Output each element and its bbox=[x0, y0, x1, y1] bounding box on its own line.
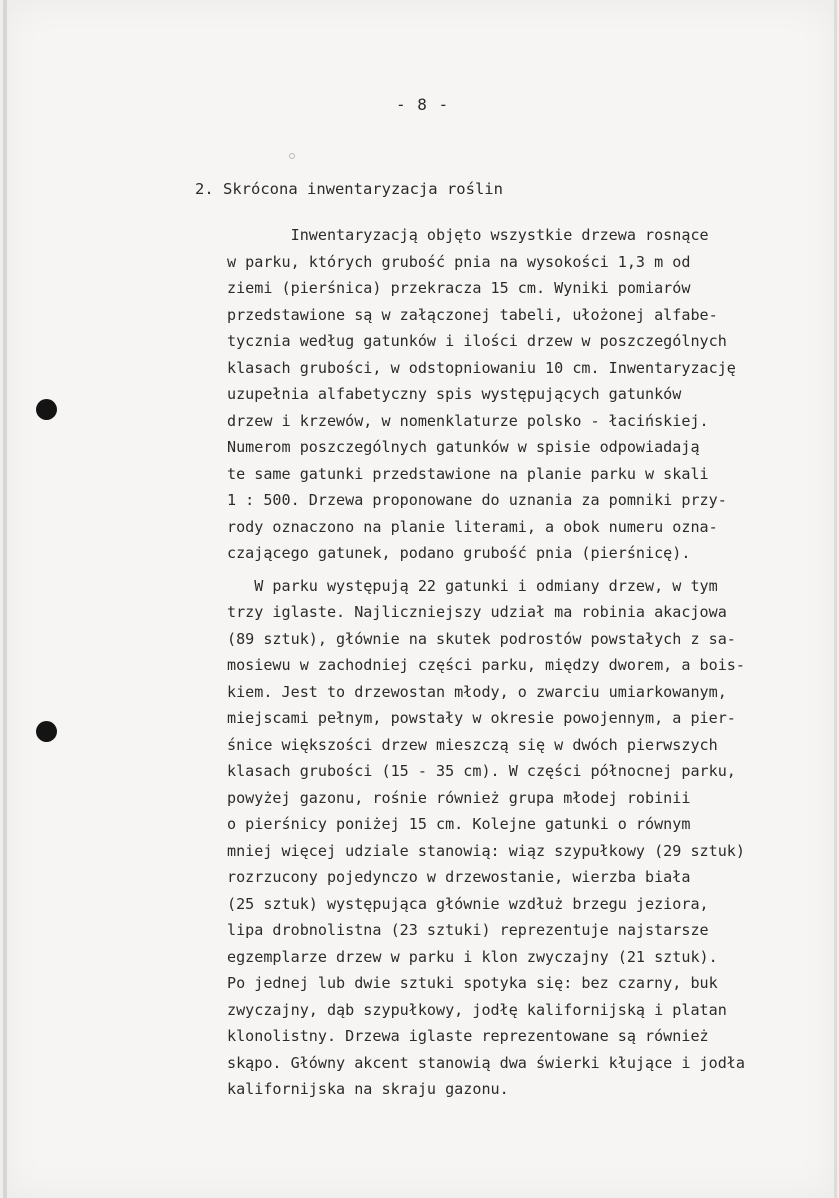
scan-edge-right bbox=[834, 0, 837, 1198]
scan-edge-left bbox=[3, 0, 7, 1198]
text-line: kalifornijska na skraju gazonu. bbox=[227, 1080, 509, 1098]
text-line: egzemplarze drzew w parku i klon zwyczajny (21 sztuk). bbox=[227, 947, 718, 966]
paragraph-2 bbox=[227, 573, 817, 1103]
text-line: kiem. Jest to drzewostan młody, o zwarciu umiarkowanym, bbox=[227, 682, 727, 701]
text-line: o pierśnicy poniżej 15 cm. Kolejne gatunki o równym bbox=[227, 815, 691, 833]
page-number: - 8 - bbox=[396, 95, 450, 114]
text-line: klasach grubości, w odstopniowaniu 10 cm. Inwentaryzację bbox=[227, 358, 736, 377]
text-line: lipa drobnolistna (23 sztuki) reprezentuje najstarsze bbox=[227, 921, 709, 939]
text-line: śnice większości drzew mieszczą się w dwóch pierwszych bbox=[227, 735, 718, 754]
text-line: w parku, których grubość pnia na wysokości 1,3 m od bbox=[227, 252, 691, 271]
text-line: Inwentaryzacją objęto wszystkie drzewa rosnące bbox=[227, 226, 709, 244]
text-line: miejscami pełnym, powstały w okresie powojennym, a pier- bbox=[227, 709, 736, 727]
text-line: uzupełnia alfabetyczny spis występujących gatunków bbox=[227, 385, 682, 403]
text-line: Po jednej lub dwie sztuki spotyka się: bez czarny, buk bbox=[227, 974, 718, 992]
section-title: 2. Skrócona inwentaryzacja roślin bbox=[195, 180, 503, 198]
text-line: trzy iglaste. Najliczniejszy udział ma robinia akacjowa bbox=[227, 603, 727, 621]
paragraph-1 bbox=[227, 222, 817, 567]
text-line: klasach grubości (15 - 35 cm). W części północnej parku, bbox=[227, 762, 736, 780]
text-line: 1 : 500. Drzewa proponowane do uznania za pomniki przy- bbox=[227, 491, 727, 509]
binder-hole-bottom bbox=[36, 721, 57, 742]
text-line: te same gatunki przedstawione na planie parku w skali bbox=[227, 464, 709, 483]
binder-hole-top bbox=[36, 399, 57, 420]
text-line: Numerom poszczególnych gatunków w spisie odpowiadają bbox=[227, 438, 700, 456]
text-line: W parku występują 22 gatunki i odmiany drzew, w tym bbox=[227, 576, 718, 595]
body-text bbox=[227, 222, 817, 1103]
text-line: powyżej gazonu, rośnie również grupa młodej robinii bbox=[227, 788, 691, 807]
text-line: klonolistny. Drzewa iglaste reprezentowane są również bbox=[227, 1027, 709, 1045]
text-line: mniej więcej udziale stanowią: wiąz szypułkowy (29 sztuk) bbox=[227, 841, 745, 860]
text-line: mosiewu w zachodniej części parku, między dworem, a bois- bbox=[227, 656, 745, 674]
text-line: przedstawione są w załączonej tabeli, ułożonej alfabe- bbox=[227, 305, 718, 324]
text-line: drzew i krzewów, w nomenklaturze polsko - łacińskiej. bbox=[227, 411, 709, 430]
text-line: rody oznaczono na planie literami, a obok numeru ozna- bbox=[227, 517, 718, 536]
paper-speck bbox=[289, 153, 295, 159]
text-line: skąpo. Główny akcent stanowią dwa świerki kłujące i jodła bbox=[227, 1053, 745, 1072]
document-page bbox=[3, 0, 837, 1198]
text-line: tycznia według gatunków i ilości drzew w poszczególnych bbox=[227, 332, 727, 350]
text-line: rozrzucony pojedynczo w drzewostanie, wierzba biała bbox=[227, 868, 691, 886]
text-line: (89 sztuk), głównie na skutek podrostów powstałych z sa- bbox=[227, 629, 736, 648]
text-line: czającego gatunek, podano grubość pnia (pierśnicę). bbox=[227, 544, 691, 562]
text-line: zwyczajny, dąb szypułkowy, jodłę kalifornijską i platan bbox=[227, 1000, 727, 1019]
text-line: ziemi (pierśnica) przekracza 15 cm. Wyniki pomiarów bbox=[227, 279, 691, 297]
text-line: (25 sztuk) występująca głównie wzdłuż brzegu jeziora, bbox=[227, 894, 709, 913]
